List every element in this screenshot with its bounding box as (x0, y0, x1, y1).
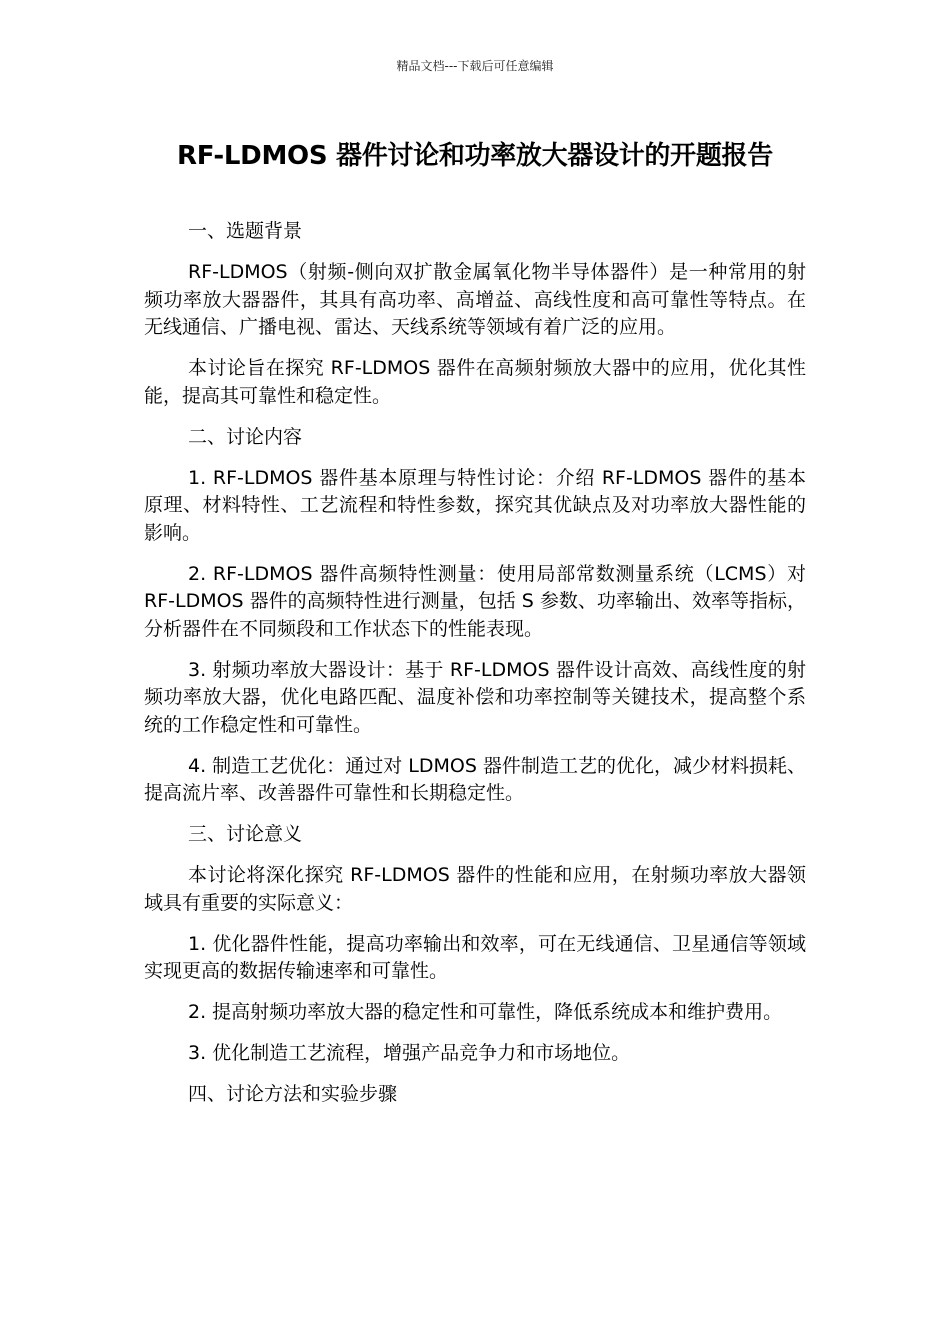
section-heading-significance: 三、讨论意义 (188, 823, 303, 845)
content-item-1: 1. RF-LDMOS 器件基本原理与特性讨论：介绍 RF-LDMOS 器件的基本原理、材料特性、工艺流程和特性参数，探究其优缺点及对功率放大器性能的影响。 (144, 466, 806, 544)
paragraph-significance-intro: 本讨论将深化探究 RF-LDMOS 器件的性能和应用，在射频功率放大器领域具有重要的实际意义： (144, 864, 806, 914)
content-item-4: 4. 制造工艺优化：通过对 LDMOS 器件制造工艺的优化，减少材料损耗、提高流片率、改善器件可靠性和长期稳定性。 (144, 754, 806, 804)
document-body (144, 218, 806, 1122)
section-heading-methods: 四、讨论方法和实验步骤 (188, 1083, 398, 1105)
significance-item-1: 1. 优化器件性能，提高功率输出和效率，可在无线通信、卫星通信等领域实现更高的数据传输速率和可靠性。 (144, 932, 806, 982)
paragraph-background-intro: RF-LDMOS（射频-侧向双扩散金属氧化物半导体器件）是一种常用的射频功率放大器器件，其具有高功率、高增益、高线性度和高可靠性等特点。在无线通信、广播电视、雷达、天线系统等领域有着广泛的应用。 (144, 261, 806, 338)
paragraph-research-aim: 本讨论旨在探究 RF-LDMOS 器件在高频射频放大器中的应用，优化其性能，提高其可靠性和稳定性。 (144, 357, 806, 407)
section-heading-content: 二、讨论内容 (188, 425, 303, 448)
document-title: RF-LDMOS 器件讨论和功率放大器设计的开题报告 (177, 141, 773, 171)
significance-item-3: 3. 优化制造工艺流程，增强产品竞争力和市场地位。 (188, 1042, 631, 1064)
section-heading-background: 一、选题背景 (188, 220, 303, 242)
page-header: 精品文档---下载后可任意编辑 (396, 59, 554, 73)
content-item-2: 2. RF-LDMOS 器件高频特性测量：使用局部常数测量系统（LCMS）对 RF-LDMOS 器件的高频特性进行测量，包括 S 参数、功率输出、效率等指标，分析器件在不同频段和工作状态下的性能表现。 (144, 562, 806, 640)
content-item-3: 3. 射频功率放大器设计：基于 RF-LDMOS 器件设计高效、高线性度的射频功率放大器，优化电路匹配、温度补偿和功率控制等关键技术，提高整个系统的工作稳定性和可靠性。 (144, 658, 806, 736)
significance-item-2: 2. 提高射频功率放大器的稳定性和可靠性，降低系统成本和维护费用。 (188, 1001, 783, 1023)
